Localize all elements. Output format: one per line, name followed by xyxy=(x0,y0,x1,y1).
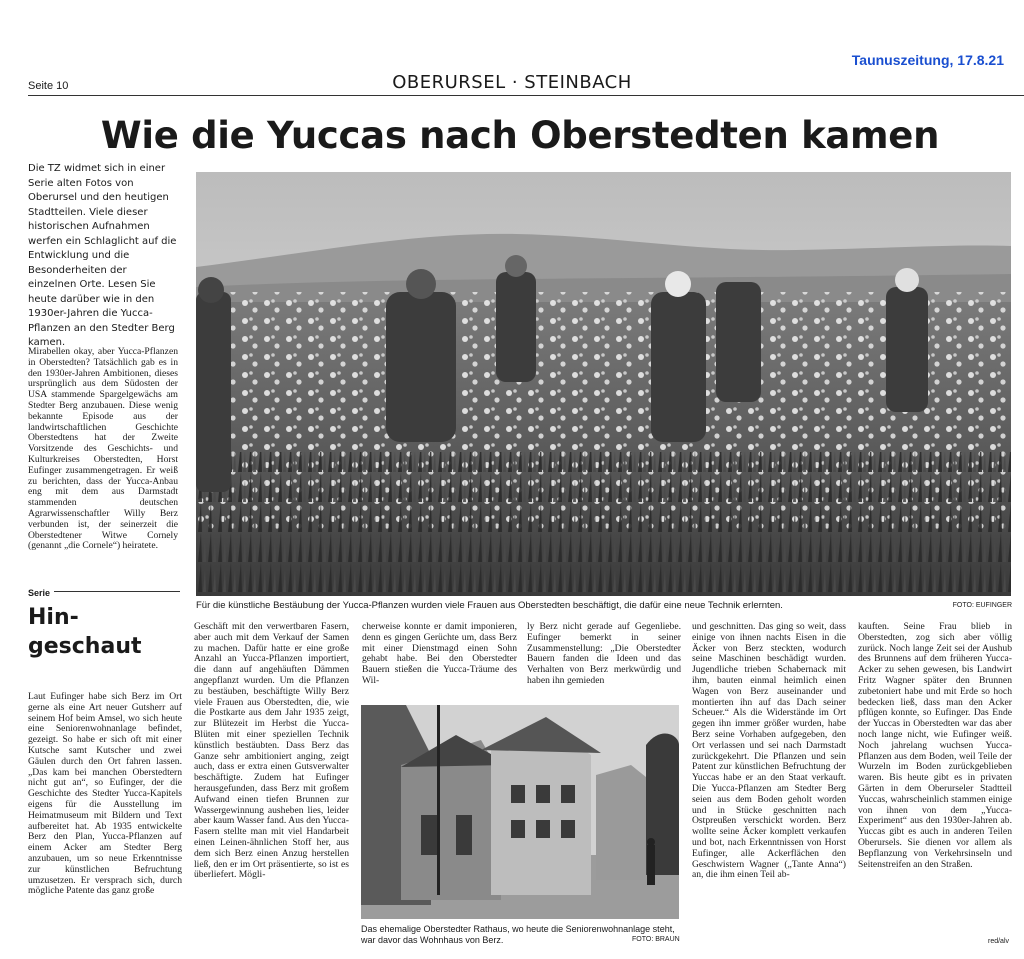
header-rule xyxy=(28,95,1024,96)
article-column-4: ly Berz nicht gerade auf Gegenliebe. Eufinger bemerkt in seiner Zusammenstellung: „Die Oberstedter Bauern fanden die Ideen und das Verhalten von Berz merkwürdig und haben ihn gemieden xyxy=(527,622,681,686)
author-signature: red/alv xyxy=(988,938,1010,945)
lead-text: Mirabellen okay, aber Yucca-Pflanzen in Oberstedten? Tatsächlich gab es in den 1930er-Jahren Ambitionen, dieses ursprünglich aus dem Südosten der USA stammende Spargelgewächs am Stedter Berg anzubauen. Diese wenig bekannte Episode aus der landwirtschaftlichen Geschichte Oberstedtens hat der Zweite Vorsitzende des Geschichts- und Kulturkreises Oberstedten, Horst Eufinger zusammengetragen. Er weiß zu berichten, dass der Yucca-Anbau eng mit dem aus Darmstadt stammenden deutschen Agrarwissenschaftler Willy Berz verbunden ist, der seinerzeit die Oberstedtener Witwe Cornely (genannt „die Cornele“) heiratete. xyxy=(28,347,178,552)
source-label: Taunuszeitung, 17.8.21 xyxy=(851,52,1004,68)
article-column-3: cherweise konnte er damit imponieren, denn es gingen Gerüchte um, dass Berz mit einer Dienstmagd einen Sohn gehabt habe. Bei den Oberstedter Bauern stießen die Yucca-Träume des Wil- xyxy=(362,622,517,686)
article-column-2: Geschäft mit den verwertbaren Fasern, aber auch mit dem Verkauf der Samen zu machen. Dafür hatte er eine große Anzahl an Yucca-Pflanzen importiert, die dann auf angehäuften Dämmen angepflanzt wurden. Um die Pflanzen zu bestäuben, beschäftigte Willy Berz viele Frauen aus Oberstedten, die, wie die Postkarte aus dem Jahr 1935 zeigt, zur Blütezeit im Herbst die Yucca-Blüten mit einer speziellen Technik künstlich bestäubten. Dass Berz das Ganze sehr ambitioniert anging, zeigt auch, dass er extra einen Gutsverwalter beschäftigte. Zudem hat Eufinger herausgefunden, dass Berz mit großem Aufwand einen tiefen Brunnen zur Wassergewinnung ausheben lies, leider aber kaum Wasser fand. Aus den Yucca-Fasern stellte man mit viel Handarbeit einen Leinen-ähnlichen Stoff her, aus dem sich Berz einen Anzug herstellen ließ, den er im Ort präsentierte, so ist es überliefert. Mögli- xyxy=(194,622,349,881)
section-title: OBERURSEL · STEINBACH xyxy=(392,72,632,93)
town-hall-caption: Das ehemalige Oberstedter Rathaus, wo heute die Seniorenwohnanlage steht, war davor das Wohnhaus von Berz. xyxy=(361,924,675,945)
yucca-field-photo xyxy=(196,172,1011,596)
series-title-line-2: geschaut xyxy=(28,634,142,659)
main-photo-credit: FOTO: EUFINGER xyxy=(952,602,1012,609)
series-label: Serie xyxy=(28,588,54,598)
series-title xyxy=(28,603,142,661)
article-column-6: kauften. Seine Frau blieb in Oberstedten, zog sich aber völlig zurück. Noch lange Zeit sei der Aushub des Brunnens auf dem früheren Yucca-Acker zu sehen gewesen, bis Landwirt Fritz Wagner später den Brunnen zubetoniert habe und mit Erde so hoch bedecken ließ, dass man den Acker pflügen konnte, so Eufinger. Das Ende der Yuccas in Oberstedten war das aber noch lange nicht, wie Eufinger weiß. Noch jahrelang wuchsen Yucca-Pflanzen aus dem Boden, weil Teile der Wurzeln im Boden zurückgeblieben waren. Bis heute gibt es in privaten Gärten in dem Oberurseler Stadtteil Yuccas, wahrscheinlich stammen einige von ihnen von dem „Yucca-Experiment“ aus den 1930er-Jahren ab. Yuccas gibt es auch in anderen Teilen Oberursels. Sie dienen vor allem als Bepflanzung von Verkehrsinseln und Seitenstreifen an den Straßen. xyxy=(858,622,1012,870)
town-hall-credit: FOTO: BRAUN xyxy=(632,936,680,943)
intro-text: Die TZ widmet sich in einer Serie alten Fotos von Oberursel und den heutigen Stadtteilen. Viele dieser historischen Aufnahmen werfen ein Schlaglicht auf die Entwicklung und die Besonderheiten der einzelnen Orte. Lesen Sie heute darüber wie in den 1930er-Jahren die Yucca-Pflanzen an den Stedter Berg kamen. xyxy=(28,163,177,348)
article-column-5: und geschnitten. Das ging so weit, dass einige von ihnen nachts Eisen in die Äcker von Berz steckten, wodurch seine Maschinen beschädigt wurden. Jugendliche trieben Schabernack mit ihm, bauten einmal heimlich einen Wagen von Berz auseinander und montierten ihn auf das Dach seiner Scheuer.“ Als die Widerstände im Ort gegen ihn immer größer wurden, habe Berz seine Vorhaben aufgegeben, den Ort verlassen und sei nach Darmstadt zurückgekehrt. Die Pflanzen und sein Patent zur künstlichen Befruchtung der Yuccas habe er an den Staat verkauft. Die Yucca-Pflanzen am Stedter Berg seien aus dem Boden geholt worden und in Stücke geschnitten nach Ostpreußen verschickt worden. Berz wollte seine Äcker komplett verkaufen und bot, nach Erkenntnissen von Horst Eufinger, alle Ackerflächen den Geschwistern Wagner („Tante Anna“) an, die ihm einen Teil ab- xyxy=(692,622,846,881)
series-title-line-1: Hin- xyxy=(28,605,79,630)
article-column-1: Laut Eufinger habe sich Berz im Ort gerne als eine Art neuer Gutsherr auf seinem Hof beim Amsel, wo sich heute eine Seniorenwohnanlage befindet, gezeigt. So habe er sich oft mit einer Kutsche samt Kutscher und zwei Gäulen durch den Ort fahren lassen. „Das kam bei manchen Oberstedtern nicht gut an“, so Eufinger, der die Geschichte des Stedter Yucca-Kapitels eigens für die Ausstellung im Heimatmuseum mit Bildern und Text aufbereitet hat. Ab 1935 entwickelte Berz den Plan, Yucca-Pflanzen auf einem Acker am Stedter Berg anzubauen, um so neue Erkenntnisse zur künstlichen Befruchtung umzusetzen. Er versprach sich, durch mögliche Patente das ganz große xyxy=(28,692,182,897)
headline: Wie die Yuccas nach Oberstedten kamen xyxy=(100,114,940,157)
page-number: Seite 10 xyxy=(28,80,69,92)
main-photo-caption: Für die künstliche Bestäubung der Yucca-Pflanzen wurden viele Frauen aus Oberstedten beschäftigt, die dafür eine neue Technik erlernten. xyxy=(196,600,783,611)
town-hall-photo xyxy=(361,705,679,919)
